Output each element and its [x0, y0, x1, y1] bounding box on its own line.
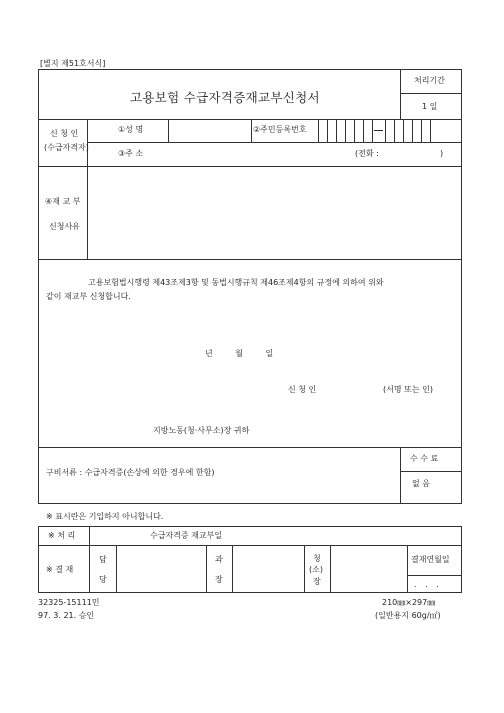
application-date: 년 월 일	[205, 349, 274, 358]
fee-value: 없 음	[412, 479, 430, 488]
processing-period-value: 1 일	[422, 102, 438, 111]
approval-head-top: 청	[313, 554, 321, 563]
fee-label: 수 수 료	[410, 454, 439, 463]
statement-line1: 고용보험법시행령 제43조제3항 및 동법시행규칙 제46조제4항의 규정에 의하여 위와	[88, 278, 384, 287]
approval-date-note: 97. 3. 21. 승인	[38, 611, 95, 620]
name-label: ①성 명	[118, 125, 144, 134]
processing-row-label: ※ 처 리	[48, 531, 76, 540]
address-label: ③주 소	[118, 149, 144, 158]
office-note: ※ 표시란은 기입하지 아니합니다.	[46, 512, 164, 521]
signature-note: (서명 또는 인)	[383, 385, 433, 394]
approval-head-bottom: 장	[313, 577, 321, 586]
processing-period-label: 처리기간	[414, 76, 445, 85]
signer-label: 신 청 인	[288, 385, 317, 394]
paper-size: 210㎜×297㎜	[382, 598, 436, 607]
approval-date-label: 결재연월일	[411, 555, 450, 564]
approval-chief-bottom: 장	[215, 575, 223, 584]
applicant-label: 신 청 인	[50, 129, 79, 138]
form-title: 고용보험 수급자격증재교부신청서	[130, 90, 320, 105]
required-documents: 구비서류 : 수급자격증(손상에 의한 경우에 한함)	[46, 468, 215, 477]
phone-label: (전화 :	[355, 149, 379, 158]
reason-sublabel: 신청사유	[49, 222, 80, 231]
approval-clerk-bottom: 당	[99, 575, 107, 584]
approval-chief-top: 과	[215, 555, 223, 564]
approval-date-value: . . .	[414, 580, 439, 589]
rrn-label: ②주민등록번호	[253, 125, 307, 134]
paper-weight: (일반용지 60g/㎡)	[375, 611, 441, 620]
statement-line2: 같이 재교부 신청합니다.	[46, 292, 131, 301]
approval-clerk-top: 담	[99, 555, 107, 564]
form-number: [별지 제51호서식]	[40, 59, 106, 68]
form-code: 32325-15111민	[38, 598, 100, 607]
phone-close: )	[440, 149, 444, 158]
approval-head-middle: (소)	[309, 565, 323, 574]
applicant-sublabel: (수급자격자)	[44, 143, 89, 152]
processing-row-value: 수급자격증 재교부일	[150, 531, 223, 540]
addressee: 지방노동(청·사무소)장 귀하	[153, 426, 250, 435]
approval-label: ※ 결 재	[46, 565, 74, 574]
reason-label: ④재 교 부	[45, 197, 81, 206]
